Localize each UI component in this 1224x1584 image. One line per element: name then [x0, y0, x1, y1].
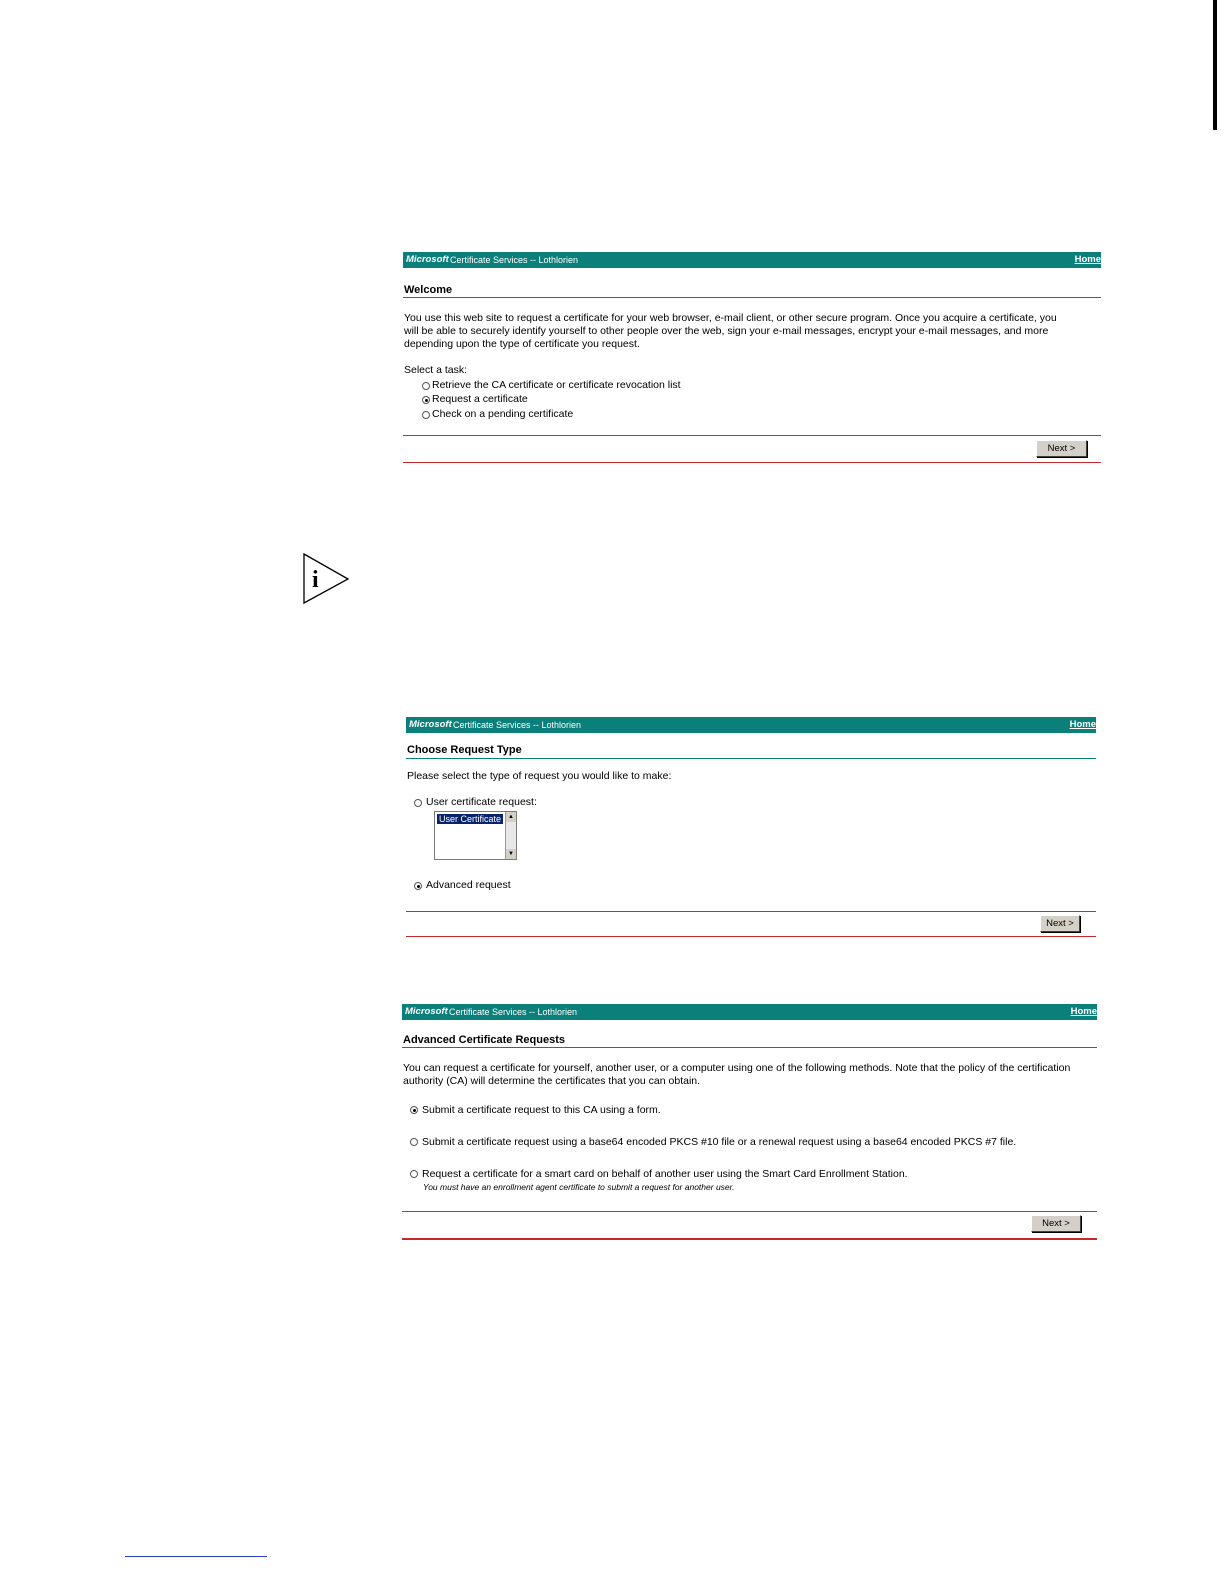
title-rule — [403, 297, 1101, 298]
intro-line: You use this web site to request a certificate for your web browser, e-mail client, or other secure program. Once you acquire a certificate, you — [404, 312, 1057, 324]
choose-request-panel — [406, 717, 1096, 939]
intro-line: You can request a certificate for yourself, another user, or a computer using one of the following methods. Note that the policy of the certification — [403, 1062, 1071, 1074]
select-task-label: Select a task: — [404, 364, 468, 376]
option-label: Submit a certificate request to this CA using a form. — [422, 1104, 661, 1116]
prompt-text: Please select the type of request you would like to make: — [407, 770, 672, 782]
intro-line: will be able to securely identify yourself to other people over the web, sign your e-mail messages, encrypt your e-mail messages, and more — [404, 325, 1049, 337]
page-title: Advanced Certificate Requests — [403, 1034, 565, 1046]
option-label: Request a certificate for a smart card on behalf of another user using the Smart Card Enrollment Station. — [422, 1168, 908, 1180]
bottom-rule — [403, 462, 1101, 463]
brand-logo: Microsoft — [409, 719, 452, 730]
radio-request-certificate[interactable] — [422, 396, 430, 404]
option-label: Check on a pending certificate — [432, 408, 574, 420]
radio-submit-form[interactable] — [410, 1106, 418, 1114]
home-link[interactable]: Home — [1070, 1006, 1097, 1017]
title-rule — [406, 758, 1096, 759]
radio-submit-base64[interactable] — [410, 1138, 418, 1146]
footer-rule — [402, 1211, 1097, 1212]
option-label: Submit a certificate request using a base64 encoded PKCS #10 file or a renewal request using a base64 encoded PKCS #7 file. — [422, 1136, 1017, 1148]
radio-check-pending[interactable] — [422, 411, 430, 419]
certificate-listbox[interactable] — [434, 811, 517, 860]
option-label: User certificate request: — [426, 796, 537, 808]
list-item-selected[interactable]: User Certificate — [439, 814, 502, 824]
next-button[interactable]: Next > — [1040, 915, 1080, 932]
intro-text — [404, 312, 1104, 351]
next-button[interactable]: Next > — [1036, 440, 1087, 457]
radio-smart-card[interactable] — [410, 1170, 418, 1178]
radio-retrieve-ca[interactable] — [422, 382, 430, 390]
intro-text — [403, 1062, 1103, 1088]
home-link[interactable]: Home — [1069, 719, 1096, 730]
option-label: Request a certificate — [432, 393, 528, 405]
svg-text:i: i — [312, 567, 319, 593]
bottom-rule — [406, 936, 1096, 937]
radio-user-certificate[interactable] — [414, 799, 422, 807]
service-name: Certificate Services -- Lothlorien — [449, 1007, 578, 1017]
header-bar — [402, 1004, 1097, 1020]
bottom-rule — [402, 1238, 1097, 1240]
brand-logo: Microsoft — [405, 1006, 448, 1017]
page-edge-bar — [1213, 0, 1217, 130]
next-button[interactable]: Next > — [1031, 1215, 1081, 1232]
intro-line: authority (CA) will determine the certificates that you can obtain. — [403, 1075, 701, 1087]
enrollment-note: You must have an enrollment agent certificate to submit a request for another user. — [423, 1182, 735, 1192]
service-name: Certificate Services -- Lothlorien — [453, 720, 582, 730]
scroll-up-icon[interactable]: ▲ — [506, 812, 516, 822]
title-rule — [402, 1047, 1097, 1048]
welcome-panel — [403, 252, 1101, 464]
page-title: Choose Request Type — [407, 744, 522, 756]
header-bar — [403, 252, 1101, 268]
home-link[interactable]: Home — [1074, 254, 1101, 265]
footer-divider — [125, 1556, 267, 1557]
footer-rule — [403, 435, 1101, 436]
header-bar — [406, 717, 1096, 733]
info-icon — [302, 553, 352, 605]
intro-line: depending upon the type of certificate you request. — [404, 338, 640, 350]
page-title: Welcome — [404, 284, 453, 296]
footer-rule — [406, 911, 1096, 912]
advanced-requests-panel — [402, 1004, 1097, 1240]
scroll-down-icon[interactable]: ▼ — [506, 849, 516, 859]
option-label: Retrieve the CA certificate or certificate revocation list — [432, 379, 681, 391]
option-label: Advanced request — [426, 879, 511, 891]
brand-logo: Microsoft — [406, 254, 449, 265]
service-name: Certificate Services -- Lothlorien — [450, 255, 579, 265]
radio-advanced-request[interactable] — [414, 882, 422, 890]
listbox-scrollbar[interactable] — [505, 812, 516, 859]
